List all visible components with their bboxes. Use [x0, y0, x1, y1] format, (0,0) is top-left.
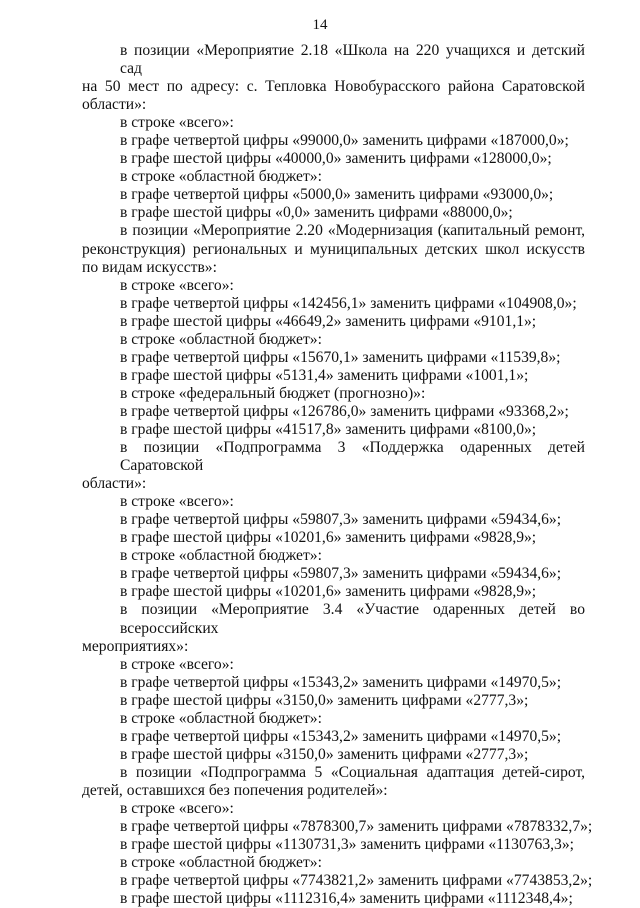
text-line: в графе шестой цифры «1130731,3» заменить цифрами «1130763,3»; — [120, 836, 574, 854]
text-line: в графе шестой цифры «10201,6» заменить цифрами «9828,9»; — [120, 529, 537, 547]
text-line: в графе четвертой цифры «59807,3» заменить цифрами «59434,6»; — [120, 565, 562, 583]
text-line: в графе шестой цифры «46649,2» заменить цифрами «9101,1»; — [120, 312, 537, 330]
text-line: в графе шестой цифры «3150,0» заменить цифрами «2777,3»; — [120, 691, 529, 709]
text-line: в графе шестой цифры «5131,4» заменить цифрами «1001,1»; — [120, 366, 529, 384]
text-line: в графе шестой цифры «0,0» заменить цифрами «88000,0»; — [120, 204, 513, 222]
text-line: в графе четвертой цифры «15343,2» заменить цифрами «14970,5»; — [120, 673, 562, 691]
text-line: в графе четвертой цифры «5000,0» заменить цифрами «93000,0»; — [120, 186, 554, 204]
text-line: в позиции «Мероприятие 3.4 «Участие одаренных детей во всероссийских — [120, 601, 585, 637]
text-line: в графе шестой цифры «1112316,4» заменить цифрами «1112348,4»; — [120, 890, 573, 908]
text-line: в графе четвертой цифры «59807,3» заменить цифрами «59434,6»; — [120, 511, 562, 529]
text-line: мероприятиях»: — [82, 637, 189, 655]
text-line: в строке «областной бюджет»: — [120, 709, 322, 727]
text-line: в графе шестой цифры «3150,0» заменить цифрами «2777,3»; — [120, 745, 529, 763]
text-line: в графе шестой цифры «41517,8» заменить цифрами «8100,0»; — [120, 420, 537, 438]
text-line: в позиции «Мероприятие 2.20 «Модернизация (капитальный ремонт, — [120, 222, 585, 240]
text-line: в позиции «Мероприятие 2.18 «Школа на 220 учащихся и детский сад — [120, 42, 585, 78]
text-line: в графе четвертой цифры «15343,2» заменить цифрами «14970,5»; — [120, 727, 562, 745]
text-line: в графе шестой цифры «10201,6» заменить цифрами «9828,9»; — [120, 583, 537, 601]
text-line: области»: — [82, 96, 147, 114]
text-line: в графе четвертой цифры «7878300,7» заменить цифрами «7878332,7»; — [120, 818, 593, 836]
text-line: в строке «областной бюджет»: — [120, 330, 322, 348]
text-line: детей, оставшихся без попечения родителей»: — [82, 781, 388, 799]
text-line: в строке «всего»: — [120, 114, 234, 132]
text-line: в строке «всего»: — [120, 655, 234, 673]
text-line: в графе четвертой цифры «142456,1» заменить цифрами «104908,0»; — [120, 294, 577, 312]
text-line: в графе четвертой цифры «126786,0» заменить цифрами «93368,2»; — [120, 402, 569, 420]
text-line: в графе четвертой цифры «15670,1» заменить цифрами «11539,8»; — [120, 348, 561, 366]
text-line: в позиции «Подпрограмма 3 «Поддержка одаренных детей Саратовской — [120, 439, 585, 475]
text-line: в строке «всего»: — [120, 799, 234, 817]
text-line: в строке «областной бюджет»: — [120, 854, 322, 872]
text-line: по видам искусств»: — [82, 258, 217, 276]
text-line: на 50 мест по адресу: с. Тепловка Новобурасского района Саратовской — [82, 78, 585, 96]
text-line: в позиции «Подпрограмма 5 «Социальная адаптация детей-сирот, — [120, 763, 585, 781]
text-line: в строке «всего»: — [120, 493, 234, 511]
text-line: в строке «областной бюджет»: — [120, 168, 322, 186]
text-line: в графе шестой цифры «40000,0» заменить цифрами «128000,0»; — [120, 150, 552, 168]
text-line: в строке «федеральный бюджет (прогнозно)»: — [120, 384, 426, 402]
document-body — [82, 42, 593, 908]
text-line: реконструкция) региональных и муниципальных детских школ искусств — [82, 240, 585, 258]
text-line: области»: — [82, 475, 147, 493]
text-line: в графе четвертой цифры «7743821,2» заменить цифрами «7743853,2»; — [120, 872, 593, 890]
text-line: в строке «всего»: — [120, 276, 234, 294]
page-number: 14 — [312, 17, 328, 33]
text-line: в строке «областной бюджет»: — [120, 547, 322, 565]
text-line: в графе четвертой цифры «99000,0» заменить цифрами «187000,0»; — [120, 132, 569, 150]
